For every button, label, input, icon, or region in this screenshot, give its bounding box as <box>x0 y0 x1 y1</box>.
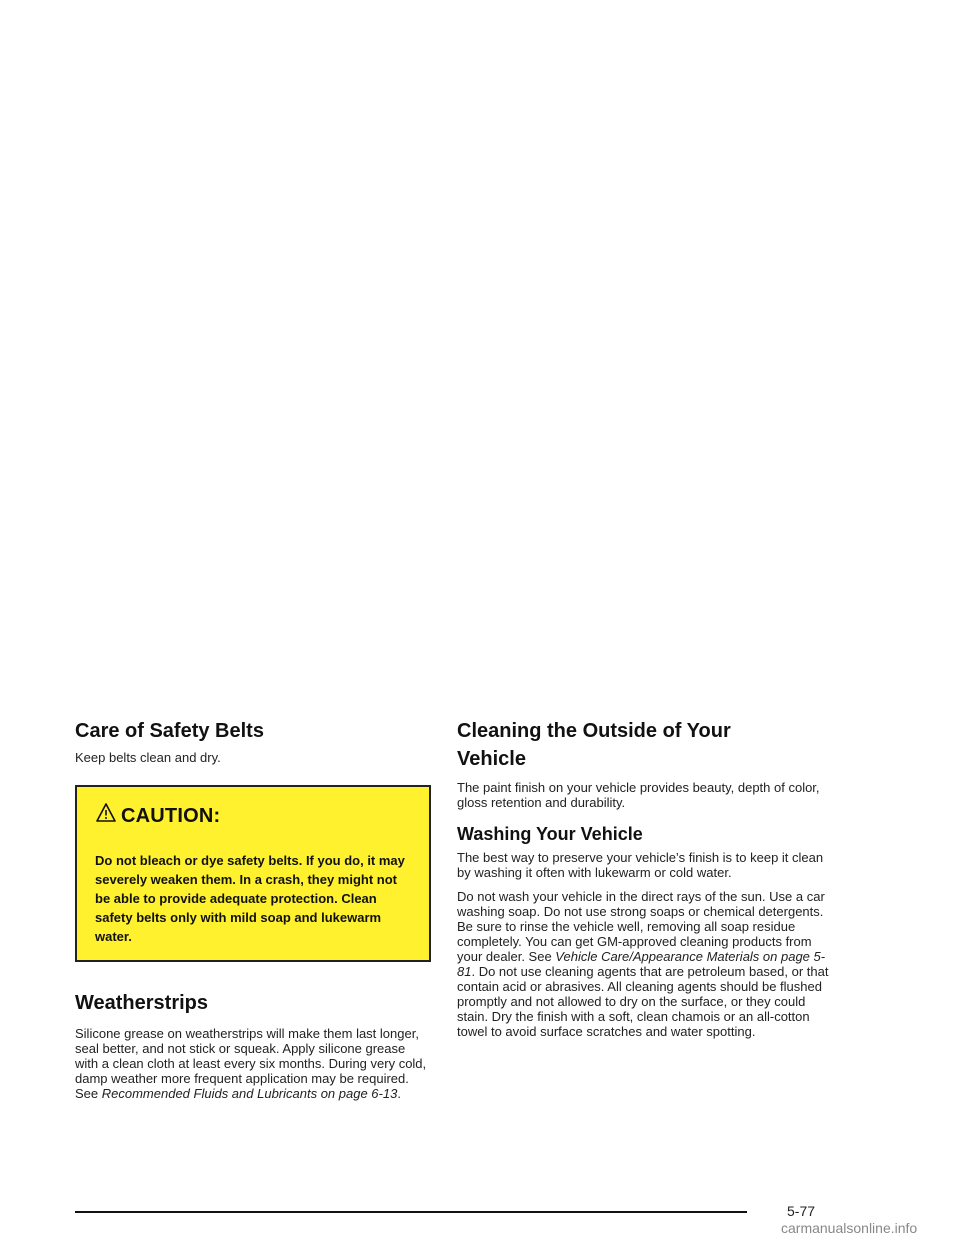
caution-text: Do not bleach or dye safety belts. If you do, it may severely weaken them. In a crash, they might not be able to provide adequate protection. Clean safety belts only with mild soap and lukewarm water. <box>77 845 429 960</box>
weatherstrips-text <box>75 1026 431 1101</box>
safety-belts-heading: Care of Safety Belts <box>75 720 264 742</box>
caution-header <box>77 787 429 845</box>
weatherstrips-body: Silicone grease on weatherstrips will make them last longer, seal better, and not stick or squeak. Apply silicone grease with a clean cloth at least every six months. During very cold, damp weather more frequent application may be required. See <box>75 1026 427 1101</box>
safety-belts-intro: Keep belts clean and dry. <box>75 750 221 765</box>
page-number: 5-77 <box>787 1203 816 1219</box>
washing-p2-start: Do not wash your vehicle in the direct rays of the sun. Use a car washing soap. Do not use strong soaps or chemical detergents. Be sure to rinse the vehicle well, removing all soap residue completely. You can get GM-approved cleaning products from your dealer. See <box>457 889 825 964</box>
cleaning-heading-line2: Vehicle <box>457 748 526 770</box>
right-column <box>457 716 829 1039</box>
lubricants-reference: Recommended Fluids and Lubricants on page 6-13 <box>101 1086 398 1101</box>
washing-paragraph-2 <box>457 889 829 1039</box>
caution-label: CAUTION: <box>121 804 221 827</box>
washing-p2-end: . Do not use cleaning agents that are petroleum based, or that contain acid or abrasives. All cleaning agents should be flushed promptly and not allowed to dry on the surface, or they could stain. Dry the finish with a soft, clean chamois or an all-cotton towel to avoid surface scratches and water spotting. <box>457 964 829 1039</box>
watermark: carmanualsonline.info <box>781 1220 918 1236</box>
washing-paragraph-1: The best way to preserve your vehicle’s finish is to keep it clean by washing it often with lukewarm or cold water. <box>457 850 824 880</box>
washing-heading: Washing Your Vehicle <box>457 824 643 844</box>
weatherstrips-heading: Weatherstrips <box>75 992 209 1014</box>
appearance-materials-reference: Vehicle Care/Appearance Materials on page 5-81 <box>457 949 826 979</box>
weatherstrips-end: . <box>397 1086 401 1101</box>
cleaning-intro: The paint finish on your vehicle provides beauty, depth of color, gloss retention and durability. <box>457 780 820 810</box>
cleaning-heading-line1: Cleaning the Outside of Your <box>457 720 731 742</box>
footer-rule <box>75 1211 747 1213</box>
left-column <box>75 716 431 1101</box>
warning-triangle-icon <box>95 802 117 824</box>
caution-box <box>75 785 431 962</box>
